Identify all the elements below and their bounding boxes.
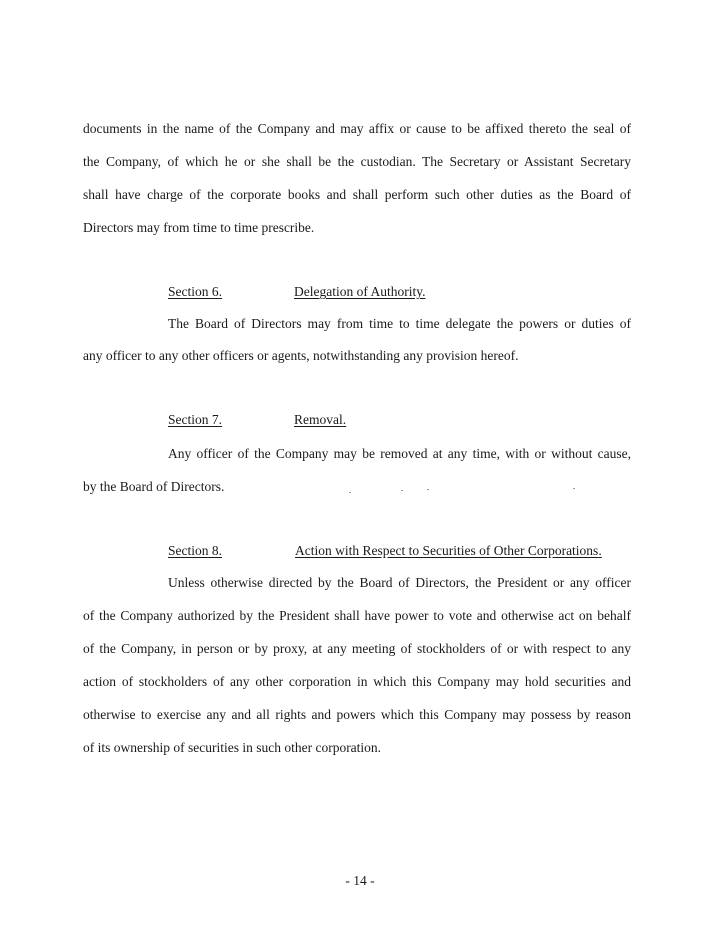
section-title-punct: .: [422, 284, 426, 299]
section-number: [168, 284, 222, 300]
paragraph-line: of its ownership of securities in such other corporation.: [83, 740, 382, 755]
scan-speck: [573, 488, 575, 489]
section-number-punct: .: [218, 543, 222, 558]
section-title-text: Action with Respect to Securities of Other Corporations: [295, 543, 599, 558]
section-number-text: Section 7: [168, 412, 219, 427]
section-number: [168, 412, 222, 428]
section-title-text: Delegation of Authority: [294, 284, 423, 299]
section-title: [295, 543, 602, 559]
paragraph-line: of the Company, in person or by proxy, at any meeting of stockholders of or with respect to any: [83, 641, 631, 656]
section-title: [294, 412, 346, 428]
section-title-text: Removal: [294, 412, 343, 427]
section-title-punct: .: [598, 543, 602, 558]
section-number-punct: .: [218, 284, 222, 299]
paragraph-line: shall have charge of the corporate books and shall perform such other duties as the Board of: [83, 187, 631, 202]
section-number-punct: .: [218, 412, 222, 427]
scan-speck: [427, 489, 429, 490]
section-title: [294, 284, 425, 300]
section-title-punct: .: [342, 412, 347, 427]
paragraph-line: otherwise to exercise any and all rights and powers which this Company may possess by reason: [83, 707, 631, 722]
section-number: [168, 543, 222, 559]
scan-speck: [401, 490, 403, 491]
paragraph-line: Directors may from time to time prescribe.: [83, 220, 315, 235]
page-number: - 14 -: [345, 873, 375, 888]
paragraph-line: Any officer of the Company may be removed at any time, with or without cause,: [168, 446, 631, 461]
paragraph-line: The Board of Directors may from time to time delegate the powers or duties of: [168, 316, 631, 331]
scan-speck: [349, 492, 351, 493]
section-number-text: Section 8: [168, 543, 219, 558]
paragraph-line: the Company, of which he or she shall be the custodian. The Secretary or Assistant Secretary: [83, 154, 631, 169]
paragraph-line: Unless otherwise directed by the Board of Directors, the President or any officer: [168, 575, 631, 590]
paragraph-line: documents in the name of the Company and may affix or cause to be affixed thereto the seal of: [83, 121, 631, 136]
paragraph-line: by the Board of Directors.: [83, 479, 225, 494]
section-number-text: Section 6: [168, 284, 219, 299]
paragraph-line: action of stockholders of any other corporation in which this Company may hold securities and: [83, 674, 631, 689]
paragraph-line: any officer to any other officers or agents, notwithstanding any provision hereof.: [83, 348, 519, 363]
paragraph-line: of the Company authorized by the President shall have power to vote and otherwise act on behalf: [83, 608, 631, 623]
